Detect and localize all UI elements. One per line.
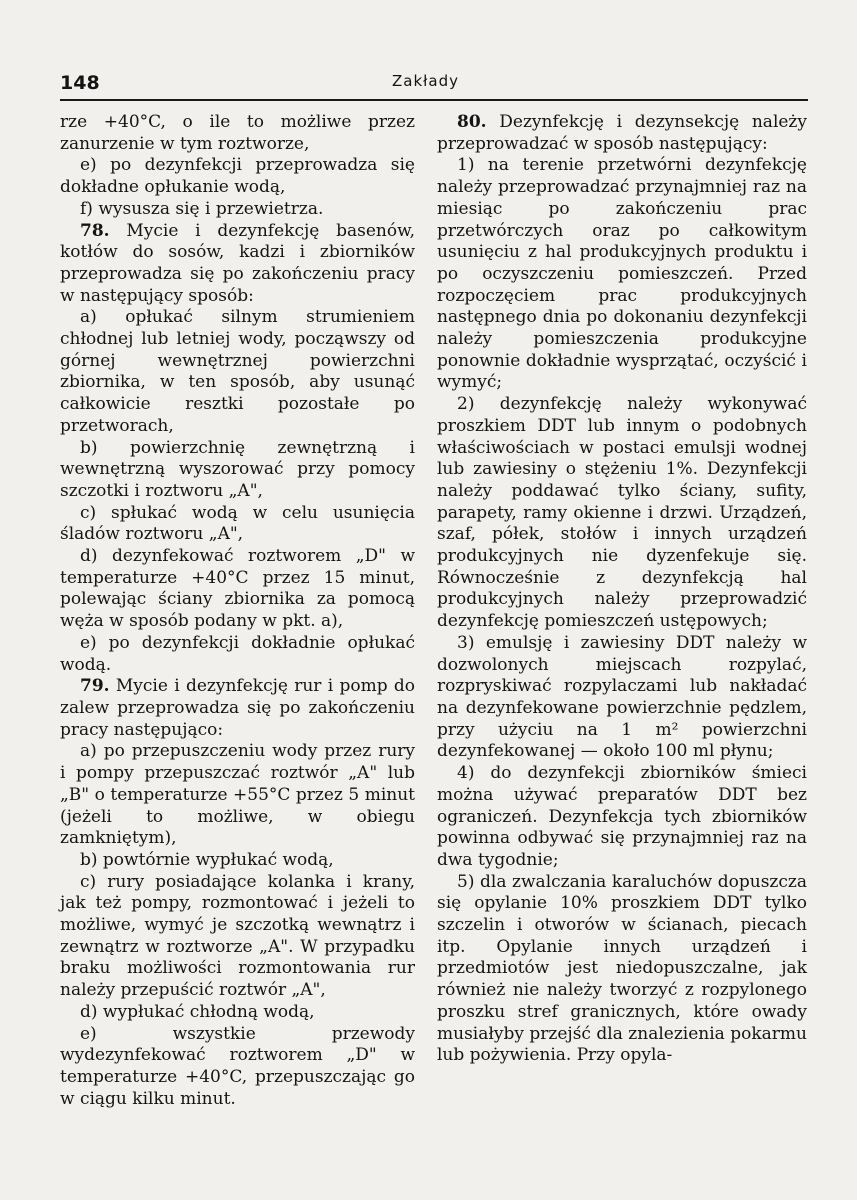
paragraph: e) wszystkie przewody wydezynfekować roztworem „D" w temperaturze +40°C, przepuszczając go w ciągu kilku minut. — [60, 1023, 415, 1109]
paragraph: a) po przepuszczeniu wody przez rury i pompy przepuszczać roztwór „A" lub „B" o temperaturze +55°C przez 5 minut (jeżeli to możliwe, w obiegu zamkniętym), — [60, 741, 415, 849]
paragraph: b) powtórnie wypłukać wodą, — [80, 849, 334, 870]
paragraph: 4) do dezynfekcji zbiorników śmieci można używać preparatów DDT bez ograniczeń. Dezynfekcja tych zbiorników powinna odbywać się przynajmniej raz na dwa tygodnie; — [437, 763, 807, 870]
paragraph: a) opłukać silnym strumieniem chłodnej lub letniej wody, począwszy od górnej wewnętrznej powierzchni zbiornika, w ten sposób, aby usunąć całkowicie resztki pozostałe po przetworach, — [60, 307, 415, 436]
section-number: 78. — [80, 220, 110, 241]
section-number: 79. — [80, 676, 110, 697]
right-column — [437, 112, 807, 1067]
page-number: 148 — [60, 72, 100, 94]
section-number: 80. — [457, 112, 487, 132]
left-column — [60, 112, 415, 1110]
paragraph: 5) dla zwalczania karaluchów dopuszcza się opylanie 10% proszkiem DDT tylko szczelin i otworów w ścianach, piecach itp. Opylanie innych urządzeń i przedmiotów jest niedopuszczalne, jak również nie należy tworzyć z rozpylonego proszku stref granicznych, które owady musiałyby przejść dla znalezienia pokarmu lub pożywienia. Przy opyla- — [437, 871, 807, 1066]
paragraph: 2) dezynfekcję należy wykonywać proszkiem DDT lub innym o podobnych właściwościach w postaci emulsji wodnej lub zawiesiny o stężeniu 1%. Dezynfekcji należy poddawać tylko ściany, sufity, parapety, ramy okienne i drzwi. Urządzeń, szaf, półek, stołów i innych urządzeń produkcyjnych nie dyzenfekuje się. Równocześnie z dezynfekcją hal produkcyjnych należy przeprowadzić dezynfekcję pomieszczeń ustępowych; — [437, 394, 807, 632]
paragraph: e) po dezynfekcji dokładnie opłukać wodą. — [60, 632, 415, 675]
paragraph: b) powierzchnię zewnętrzną i wewnętrzną wyszorować przy pomocy szczotki i roztworu „A", — [60, 437, 415, 501]
paragraph: rze +40°C, o ile to możliwe przez zanurzenie w tym roztworze, — [60, 112, 415, 154]
section-paragraph: 79. Mycie i dezynfekcję rur i pomp do zalew przeprowadza się po zakończeniu pracy następująco: — [60, 676, 415, 740]
paragraph: d) wypłukać chłodną wodą, — [80, 1001, 315, 1022]
paragraph: 3) emulsję i zawiesiny DDT należy w dozwolonych miejscach rozpylać, rozpryskiwać rozpylaczami lub nakładać na dezynfekowane powierzchnie pędzlem, przy użyciu na 1 m² powierzchni dezynfekowanej — około 100 ml płynu; — [437, 632, 807, 762]
running-head: Zakłady — [392, 72, 460, 90]
paragraph: c) rury posiadające kolanka i krany, jak też pompy, rozmontować i jeżeli to możliwe, wymyć je szczotką wewnątrz i zewnątrz w roztworze „A". W przypadku braku możliwości rozmontowania rur należy przepuścić roztwór „A", — [60, 871, 415, 1001]
paragraph: f) wysusza się i przewietrza. — [80, 198, 324, 219]
section-paragraph: 78. Mycie i dezynfekcję basenów, kotłów do sosów, kadzi i zbiorników przeprowadza się po zakończeniu pracy w następujący sposób: — [60, 220, 416, 306]
paragraph: c) spłukać wodą w celu usunięcia śladów roztworu „A", — [60, 502, 415, 545]
header-rule — [60, 99, 808, 101]
paragraph: 1) na terenie przetwórni dezynfekcję należy przeprowadzać przynajmniej raz na miesiąc po zakończeniu prac przetwórczych oraz po całkowitym usunięciu z hal produkcyjnych produktu i po oczyszczeniu pomieszczeń. Przed rozpoczęciem prac produkcyjnych następnego dnia po dokonaniu dezynfekcji należy pomieszczenia produkcyjne ponownie dokładnie wysprzątać, oczyścić i wymyć; — [437, 155, 807, 393]
paragraph: d) dezynfekować roztworem „D" w temperaturze +40°C przez 15 minut, polewając ściany zbiornika za pomocą węża w sposób podany w pkt. a), — [60, 546, 415, 632]
paragraph: e) po dezynfekcji przeprowadza się dokładne opłukanie wodą, — [60, 155, 415, 198]
section-paragraph: 80. Dezynfekcję i dezynsekcję należy przeprowadzać w sposób następujący: — [437, 112, 807, 154]
